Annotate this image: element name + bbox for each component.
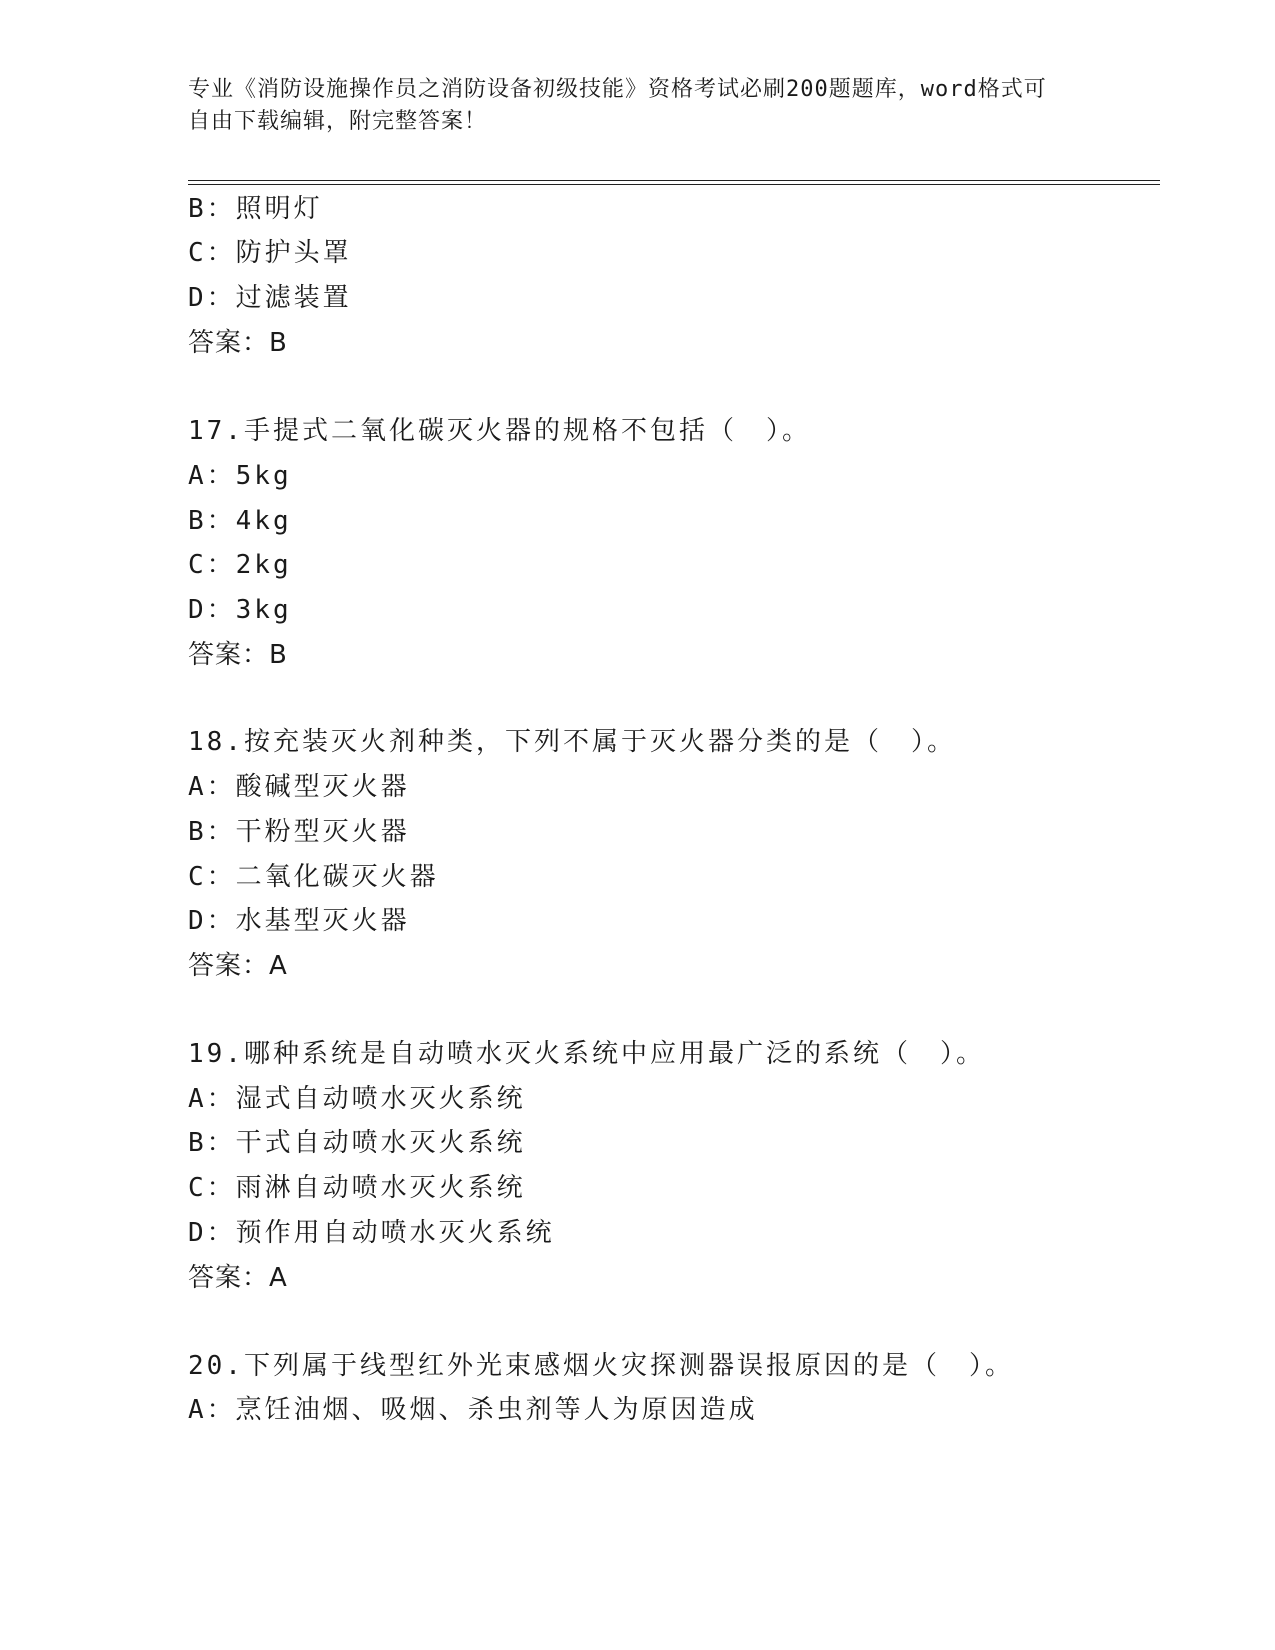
document-header: 专业《消防设施操作员之消防设备初级技能》资格考试必刷200题题库，word格式可自由下载编辑，附完整答案！ [188,77,1047,134]
option-a: A：5kg [188,461,292,491]
option-b: B：4kg [188,506,292,536]
header-rule-bottom [188,184,1160,185]
answer: 答案：A [188,1263,288,1293]
option-a: A：酸碱型灭火器 [188,772,410,802]
option-c: C：二氧化碳灭火器 [188,862,439,892]
option-c: C：防护头罩 [188,238,352,268]
question-18: 18.按充装灭火剂种类，下列不属于灭火器分类的是（ ）。 [188,727,956,757]
option-a: A：湿式自动喷水灭火系统 [188,1084,526,1114]
option-a: A：烹饪油烟、吸烟、杀虫剂等人为原因造成 [188,1395,758,1425]
option-d: D：过滤装置 [188,283,352,313]
question-20: 20.下列属于线型红外光束感烟火灾探测器误报原因的是（ ）。 [188,1351,1014,1381]
option-d: D：3kg [188,595,292,625]
option-d: D：水基型灭火器 [188,906,410,936]
question-17: 17.手提式二氧化碳灭火器的规格不包括（ ）。 [188,416,811,446]
option-b: B：照明灯 [188,194,323,224]
option-c: C：雨淋自动喷水灭火系统 [188,1173,526,1203]
option-b: B：干粉型灭火器 [188,817,410,847]
answer: 答案：B [188,328,288,358]
answer: 答案：A [188,951,288,981]
option-c: C：2kg [188,550,292,580]
answer: 答案：B [188,640,288,670]
option-d: D：预作用自动喷水灭火系统 [188,1218,555,1248]
header-rule-top [188,180,1160,181]
option-b: B：干式自动喷水灭火系统 [188,1128,526,1158]
question-19: 19.哪种系统是自动喷水灭火系统中应用最广泛的系统（ ）。 [188,1039,985,1069]
